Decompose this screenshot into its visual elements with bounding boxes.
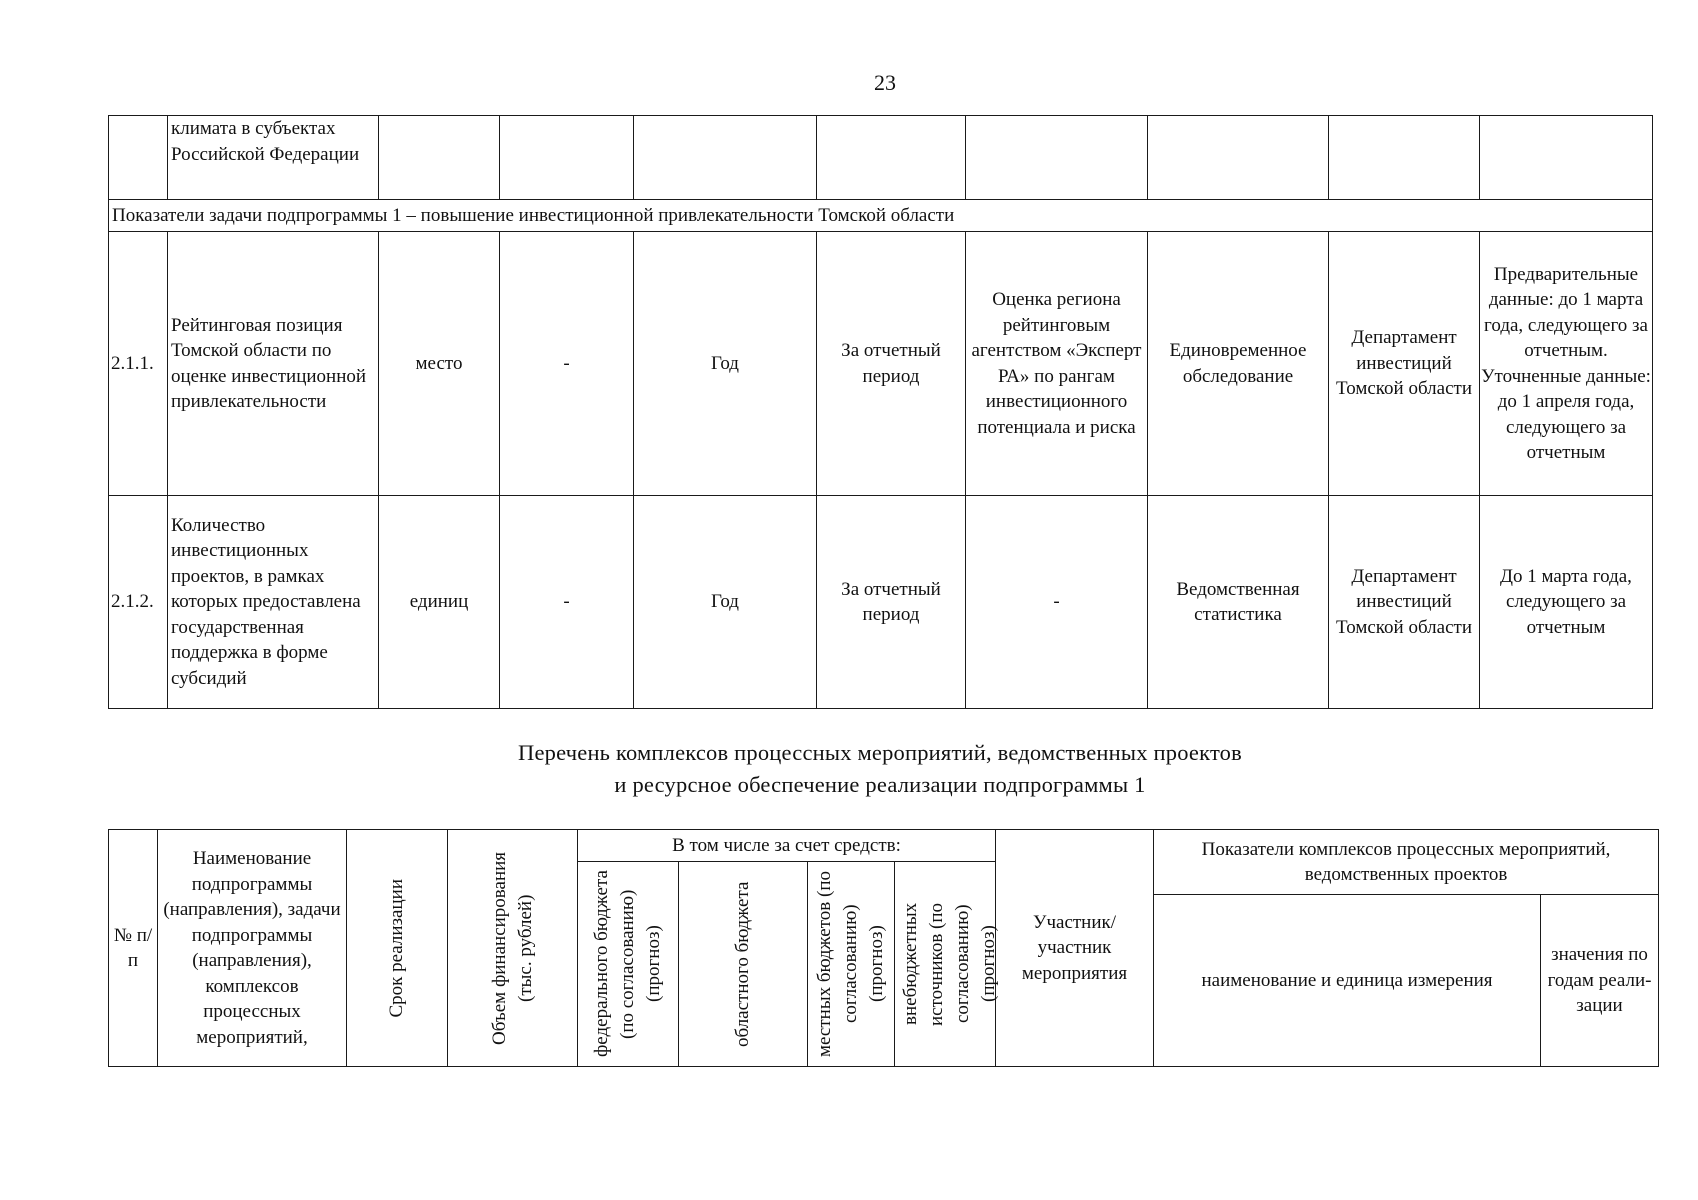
indicator-name: Количество инвестиционных проектов, в рамках которых предоставлена государственная поддержка в форме субсидий xyxy=(168,496,379,709)
section-title xyxy=(108,737,1652,801)
unit: единиц xyxy=(379,496,500,709)
periodicity: Год xyxy=(634,496,817,709)
header-indicators: Показатели комплексов процессных мероприятий, ведомственных проектов xyxy=(1154,830,1659,895)
calc-method: Оценка региона рейтинговым агентством «Эксперт РА» по рангам инвестиционного потенциала и риска xyxy=(966,232,1148,496)
section-title-line1: Перечень комплексов процессных мероприятий, ведомственных проектов xyxy=(518,740,1242,765)
periodicity: Год xyxy=(634,232,817,496)
activities-table xyxy=(108,829,1659,1067)
unit: место xyxy=(379,232,500,496)
section-title-line2: и ресурсное обеспечение реализации подпрограммы 1 xyxy=(614,772,1146,797)
cell-num-empty xyxy=(109,116,168,200)
responsible: Департамент инвестиций Томской области xyxy=(1329,496,1480,709)
header-extrabudget-text: внебюджетных источников (по согласованию) (прогноз) xyxy=(900,902,999,1026)
header-local-text: местных бюджетов (по согласованию) (прогноз) xyxy=(814,871,887,1057)
calc-method: - xyxy=(966,496,1148,709)
data-source: Единовременное обследование xyxy=(1148,232,1329,496)
row-number: 2.1.2. xyxy=(109,496,168,709)
page-number: 23 xyxy=(874,70,896,95)
header-num: № п/п xyxy=(109,830,158,1067)
row-number: 2.1.1. xyxy=(109,232,168,496)
deadline: До 1 марта года, следующего за отчетным xyxy=(1480,496,1653,709)
header-term-text: Срок реализации xyxy=(386,878,407,1018)
header-volume xyxy=(448,830,578,1067)
header-name: Наименование подпрограммы (направления), задачи подпрограммы (направления), комплексов процессных мероприятий, xyxy=(158,830,347,1067)
header-federal xyxy=(578,862,679,1067)
header-term xyxy=(347,830,448,1067)
report-period: За отчетный период xyxy=(817,232,966,496)
header-extrabudget xyxy=(895,862,999,1067)
report-period: За отчетный период xyxy=(817,496,966,709)
cell-name-continued: климата в субъектах Российской Федерации xyxy=(168,116,379,200)
header-including: В том числе за счет средств: xyxy=(578,830,996,862)
header-federal-text: федерального бюджета (по согласованию) (прогноз) xyxy=(591,870,664,1058)
indicator-name: Рейтинговая позиция Томской области по оценке инвестиционной привлекательности xyxy=(168,232,379,496)
header-local xyxy=(808,862,895,1067)
responsible: Департамент инвестиций Томской области xyxy=(1329,232,1480,496)
header-participant: Участник/ участник мероприятия xyxy=(996,830,1154,1067)
data-source: Ведомственная статистика xyxy=(1148,496,1329,709)
table-row-continued xyxy=(109,116,1653,200)
deadline: Предварительные данные: до 1 марта года, следующего за отчетным. Уточненные данные: до 1 апреля года, следующего за отчетным xyxy=(1480,232,1653,496)
header-regional-text: областного бюджета xyxy=(732,881,753,1047)
header-indicator-name: наименование и единица измерения xyxy=(1154,895,1541,1067)
dash: - xyxy=(500,232,634,496)
header-indicator-values: значения по годам реали-зации xyxy=(1541,895,1659,1067)
header-regional xyxy=(679,862,808,1067)
header-volume-text: Объем финансирования (тыс. рублей) xyxy=(488,851,536,1045)
dash: - xyxy=(500,496,634,709)
table-row xyxy=(109,232,1653,496)
table-row xyxy=(109,496,1653,709)
section-header: Показатели задачи подпрограммы 1 – повышение инвестиционной привлекательности Томской области xyxy=(109,200,1653,232)
section-header-row xyxy=(109,200,1653,232)
indicators-table xyxy=(108,115,1653,709)
